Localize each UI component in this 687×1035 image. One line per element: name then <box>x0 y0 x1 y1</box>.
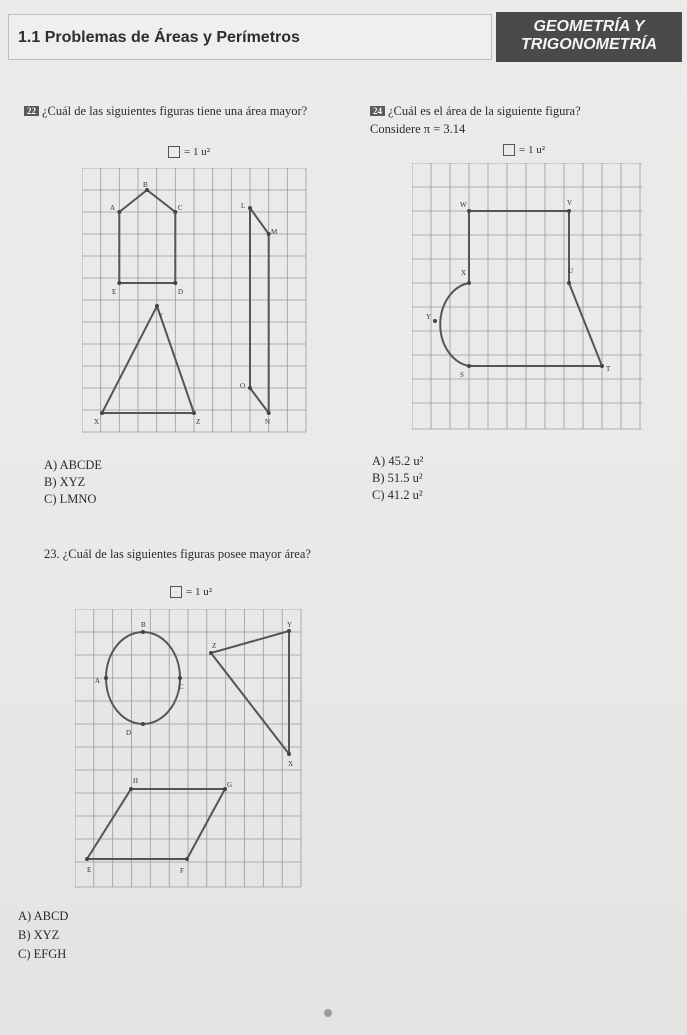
q22-option-b[interactable]: B) XYZ <box>44 475 86 489</box>
question-24-options <box>372 453 423 504</box>
parallelogram-efgh <box>87 789 225 859</box>
label-X: X <box>461 269 467 277</box>
label-E: E <box>112 288 117 296</box>
question-22-text: ¿Cuál de las siguientes figuras tiene una área mayor? <box>42 104 308 118</box>
label-T: T <box>606 365 611 373</box>
label-B: B <box>143 181 148 189</box>
label-Y: Y <box>158 312 164 320</box>
label-U: U <box>568 267 574 275</box>
label-B: B <box>141 621 146 629</box>
label-L: L <box>241 202 246 210</box>
label-S: S <box>460 371 464 379</box>
question-23-text: 23. ¿Cuál de las siguientes figuras posee mayor área? <box>44 547 311 561</box>
label-M: M <box>271 228 278 236</box>
question-23-grid-figure <box>75 609 303 889</box>
label-F: F <box>180 867 184 875</box>
question-24-grid-figure <box>412 163 644 431</box>
label-D: D <box>178 288 184 296</box>
composite-figure <box>440 211 602 366</box>
grid-lines <box>82 168 306 432</box>
legend-text: = 1 u² <box>184 146 211 158</box>
question-22-number: 22 <box>24 106 39 116</box>
label-C: C <box>179 683 184 691</box>
label-H: H <box>133 777 139 785</box>
question-24 <box>370 104 581 119</box>
label-A: A <box>110 204 116 212</box>
q22-option-c[interactable]: C) LMNO <box>44 492 97 506</box>
label-A: A <box>95 677 101 685</box>
label-Y: Y <box>426 313 432 321</box>
pentagon-abcde <box>119 190 175 283</box>
legend-text: = 1 u² <box>186 586 213 598</box>
label-O: O <box>240 382 246 390</box>
question-23-options <box>18 907 68 964</box>
grid-lines <box>412 163 642 429</box>
label-W: W <box>460 201 467 209</box>
q22-option-a[interactable]: A) ABCDE <box>44 458 102 472</box>
question-23-legend <box>170 586 212 598</box>
q23-option-b[interactable]: B) XYZ <box>18 928 60 942</box>
quadrilateral-lmno <box>250 208 269 413</box>
label-N: N <box>265 418 271 426</box>
subject-line-1: GEOMETRÍA Y <box>533 18 645 35</box>
unit-square-icon <box>503 144 515 156</box>
label-V: V <box>567 199 573 207</box>
label-Y: Y <box>287 621 293 629</box>
quadrilateral-lmno-side <box>250 208 269 413</box>
question-22-legend <box>168 146 210 158</box>
question-24-legend <box>503 144 545 156</box>
label-E: E <box>87 866 92 874</box>
q23-option-a[interactable]: A) ABCD <box>18 909 69 923</box>
label-X: X <box>94 418 100 426</box>
q24-option-a[interactable]: A) 45.2 u² <box>372 454 424 468</box>
question-24-number: 24 <box>370 106 385 116</box>
q24-option-c[interactable]: C) 41.2 u² <box>372 488 423 502</box>
label-X: X <box>288 760 294 768</box>
page-title: 1.1 Problemas de Áreas y Perímetros <box>18 29 300 46</box>
legend-text: = 1 u² <box>519 144 546 156</box>
label-G: G <box>227 781 233 789</box>
label-C: C <box>178 204 183 212</box>
q24-option-b[interactable]: B) 51.5 u² <box>372 471 423 485</box>
label-Z: Z <box>212 642 217 650</box>
label-Z: Z <box>196 418 201 426</box>
subject-line-2: TRIGONOMETRÍA <box>521 36 657 53</box>
question-24-consider: Considere π = 3.14 <box>370 122 466 136</box>
grid-lines <box>75 609 301 887</box>
question-24-text: ¿Cuál es el área de la siguiente figura? <box>388 104 581 118</box>
triangle-xyz <box>211 631 289 754</box>
unit-square-icon <box>168 146 180 158</box>
question-22-grid-figure <box>82 168 308 434</box>
subject-banner <box>496 12 682 62</box>
q23-option-c[interactable]: C) EFGH <box>18 947 67 961</box>
question-22-options <box>44 457 102 508</box>
question-22 <box>24 104 307 119</box>
paper-spot <box>324 1009 332 1017</box>
label-D: D <box>126 729 132 737</box>
unit-square-icon <box>170 586 182 598</box>
